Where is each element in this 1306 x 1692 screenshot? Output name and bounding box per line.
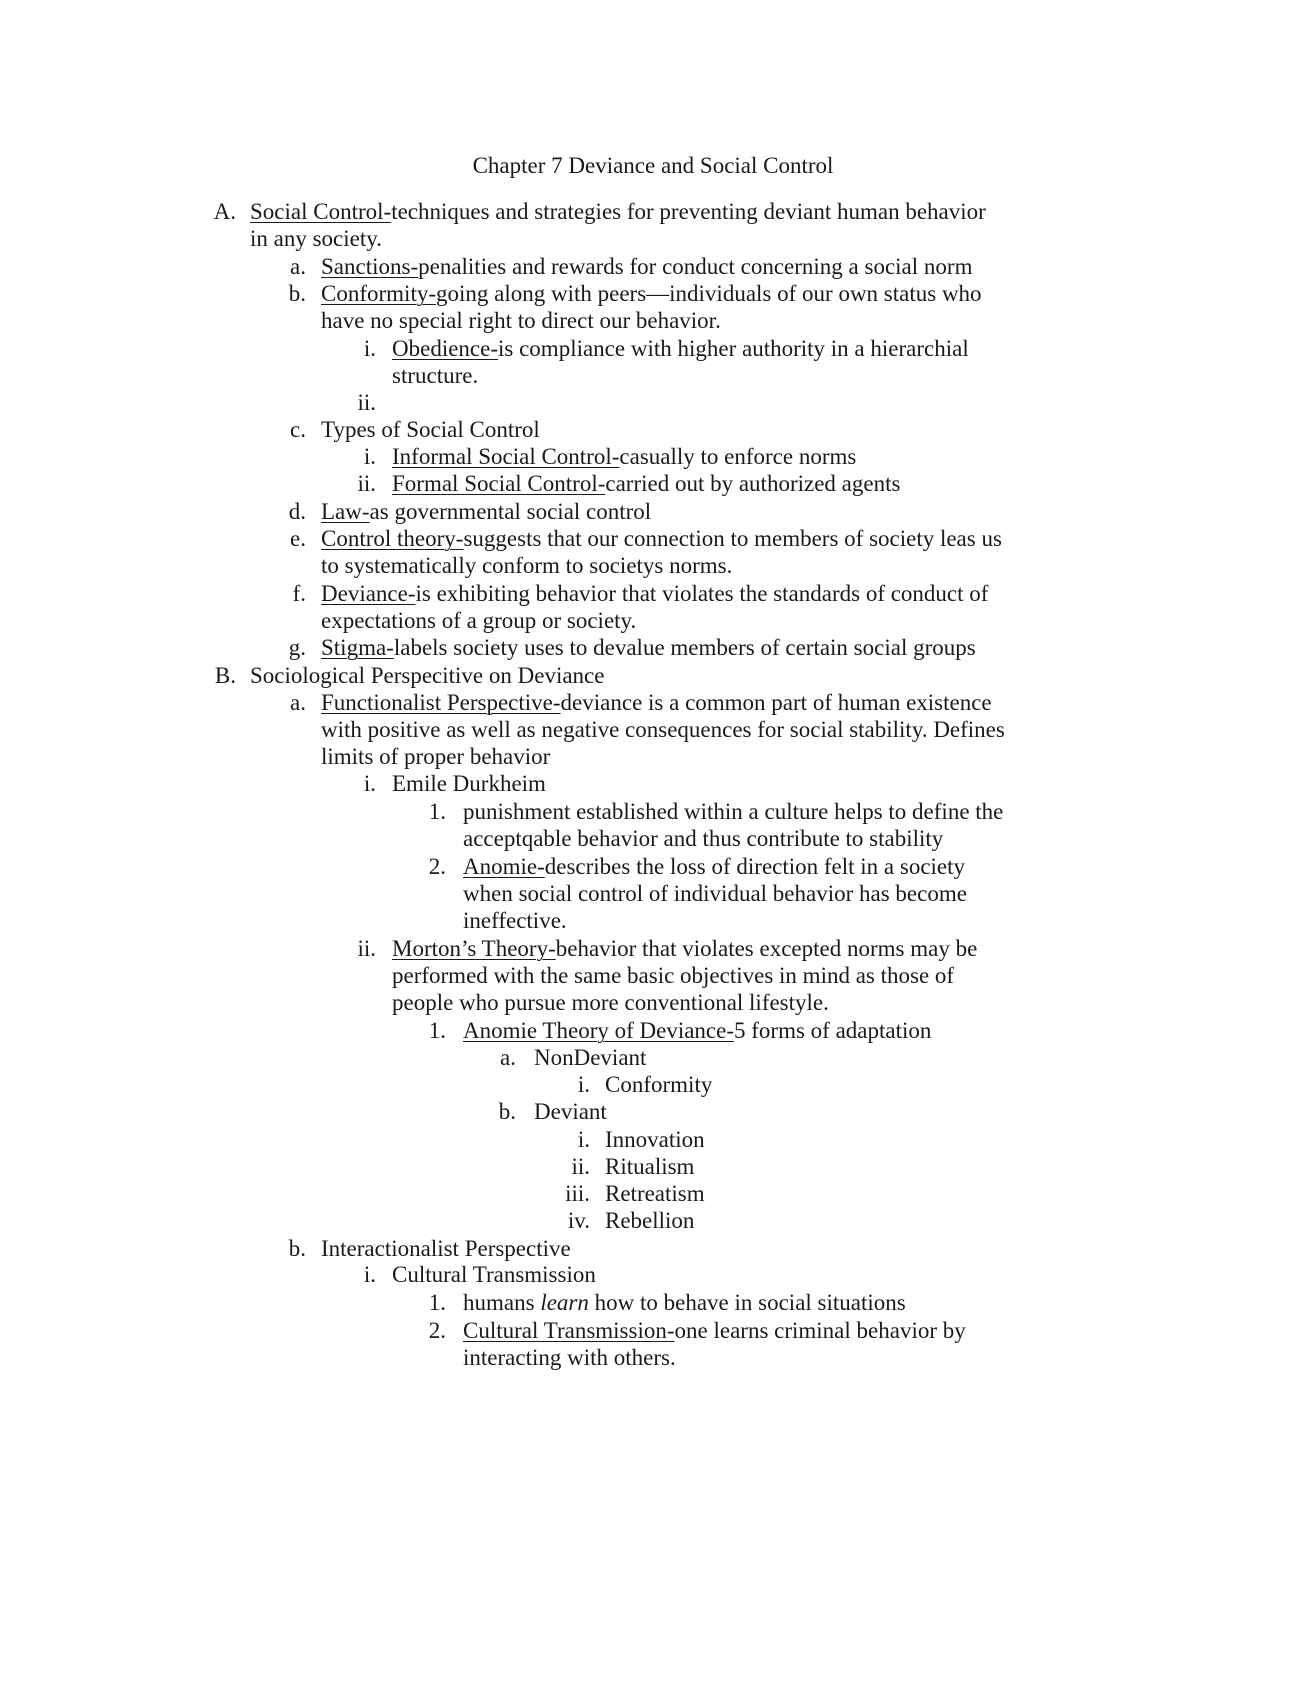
outline-continuation: performed with the same basic objectives in mind as those of bbox=[392, 963, 955, 988]
term: Control theory- bbox=[321, 526, 464, 551]
term: Functionalist Perspective- bbox=[321, 690, 561, 715]
outline-continuation: acceptqable behavior and thus contribute to stability bbox=[463, 826, 944, 851]
definition: is exhibiting behavior that violates the standards of conduct of bbox=[415, 581, 989, 606]
outline-item: Conformity bbox=[605, 1072, 713, 1097]
outline-marker: i. bbox=[363, 771, 376, 796]
outline-marker: iii. bbox=[565, 1181, 590, 1206]
outline-continuation: people who pursue more conventional lifestyle. bbox=[392, 990, 829, 1015]
outline-marker: B. bbox=[214, 663, 236, 688]
term: Anomie Theory of Deviance- bbox=[463, 1018, 735, 1043]
outline-item bbox=[392, 335, 969, 363]
outline-item: punishment established within a culture helps to define the bbox=[463, 799, 1004, 824]
definition: penalities and rewards for conduct concerning a social norm bbox=[418, 254, 973, 279]
outline-marker: f. bbox=[292, 581, 306, 606]
outline-marker: i. bbox=[363, 444, 376, 469]
definition: is compliance with higher authority in a hierarchial bbox=[498, 336, 969, 361]
outline-item: Cultural Transmission bbox=[392, 1262, 596, 1287]
outline-marker: i. bbox=[363, 1262, 376, 1287]
outline-marker: a. bbox=[290, 690, 306, 715]
list-item: Retreatism bbox=[605, 1181, 705, 1206]
outline-continuation: in any society. bbox=[250, 226, 383, 251]
outline-marker: a. bbox=[290, 254, 306, 279]
definition: one learns criminal behavior by bbox=[674, 1318, 966, 1343]
definition: going along with peers—individuals of our own status who bbox=[436, 281, 982, 306]
outline-marker: 2. bbox=[428, 854, 446, 879]
outline-item bbox=[463, 1017, 931, 1045]
outline-item bbox=[321, 689, 992, 717]
definition: deviance is a common part of human existence bbox=[560, 690, 992, 715]
definition: techniques and strategies for preventing deviant human behavior bbox=[391, 199, 986, 224]
outline-marker: i. bbox=[577, 1127, 590, 1152]
outline-marker: i. bbox=[363, 336, 376, 361]
outline-marker: 1. bbox=[428, 1290, 446, 1315]
outline-item bbox=[463, 1317, 966, 1345]
outline-item bbox=[392, 935, 977, 963]
outline-item bbox=[392, 470, 900, 498]
term: Social Control- bbox=[250, 199, 392, 224]
outline-continuation: when social control of individual behavior has become bbox=[463, 881, 967, 906]
outline-continuation: expectations of a group or society. bbox=[321, 608, 637, 633]
outline-item bbox=[250, 198, 986, 226]
outline-marker: ii. bbox=[571, 1154, 590, 1179]
outline-item: Interactionalist Perspective bbox=[321, 1236, 571, 1261]
outline-marker: iv. bbox=[567, 1208, 590, 1233]
outline-item bbox=[321, 280, 982, 308]
definition: casually to enforce norms bbox=[619, 444, 857, 469]
term: Conformity- bbox=[321, 281, 436, 306]
emphasis: learn bbox=[540, 1290, 589, 1315]
outline-item: Types of Social Control bbox=[321, 417, 540, 442]
outline-item: Emile Durkheim bbox=[392, 771, 546, 796]
list-item: Rebellion bbox=[605, 1208, 695, 1233]
outline-marker: g. bbox=[288, 635, 306, 660]
definition: carried out by authorized agents bbox=[605, 471, 901, 496]
outline-marker: e. bbox=[290, 526, 306, 551]
outline-marker: ii. bbox=[357, 471, 376, 496]
term: Cultural Transmission- bbox=[463, 1318, 675, 1343]
term: Anomie- bbox=[463, 854, 545, 879]
term: Sanctions- bbox=[321, 254, 419, 279]
term: Morton’s Theory- bbox=[392, 936, 556, 961]
outline-continuation: have no special right to direct our behavior. bbox=[321, 308, 721, 333]
outline-marker: a. bbox=[500, 1045, 516, 1070]
outline-marker: b. bbox=[288, 281, 306, 306]
outline-item bbox=[321, 525, 1002, 553]
outline-item bbox=[392, 443, 856, 471]
outline-item bbox=[321, 253, 972, 281]
outline-item bbox=[321, 498, 651, 526]
outline-continuation: structure. bbox=[392, 363, 479, 388]
outline-item bbox=[321, 580, 988, 608]
outline-item bbox=[463, 1289, 906, 1317]
definition: 5 forms of adaptation bbox=[734, 1018, 932, 1043]
definition: as governmental social control bbox=[369, 499, 652, 524]
outline-marker: b. bbox=[288, 1236, 306, 1261]
outline-marker: 2. bbox=[428, 1318, 446, 1343]
term: Informal Social Control- bbox=[392, 444, 620, 469]
list-item: Ritualism bbox=[605, 1154, 695, 1179]
definition: suggests that our connection to members of society leas us bbox=[463, 526, 1002, 551]
outline-marker: b. bbox=[498, 1099, 516, 1124]
outline-marker: 1. bbox=[428, 1018, 446, 1043]
outline-item: Sociological Perspecitive on Deviance bbox=[250, 663, 605, 688]
term: Deviance- bbox=[321, 581, 416, 606]
term: Formal Social Control- bbox=[392, 471, 606, 496]
outline-marker: c. bbox=[290, 417, 306, 442]
term: Obedience- bbox=[392, 336, 498, 361]
outline-marker: ii. bbox=[357, 390, 376, 415]
outline-continuation: limits of proper behavior bbox=[321, 744, 551, 769]
outline-continuation: with positive as well as negative consequences for social stability. Defines bbox=[321, 717, 1005, 742]
definition: describes the loss of direction felt in a society bbox=[544, 854, 966, 879]
definition: behavior that violates excepted norms may be bbox=[555, 936, 978, 961]
outline-item bbox=[463, 853, 965, 881]
definition: labels society uses to devalue members of certain social groups bbox=[393, 635, 976, 660]
outline-marker: A. bbox=[213, 199, 236, 224]
term: Law- bbox=[321, 499, 370, 524]
outline-item: NonDeviant bbox=[534, 1045, 647, 1070]
outline-marker: d. bbox=[288, 499, 306, 524]
text-run: how to behave in social situations bbox=[588, 1290, 906, 1315]
outline-marker: i. bbox=[577, 1072, 590, 1097]
outline-item: Deviant bbox=[534, 1099, 607, 1124]
outline-continuation: to systematically conform to societys norms. bbox=[321, 553, 733, 578]
outline-marker: ii. bbox=[357, 936, 376, 961]
outline-item bbox=[321, 634, 976, 662]
outline-continuation: interacting with others. bbox=[463, 1345, 676, 1370]
term: Stigma- bbox=[321, 635, 394, 660]
list-item: Innovation bbox=[605, 1127, 705, 1152]
text-run: humans bbox=[463, 1290, 541, 1315]
outline-continuation: ineffective. bbox=[463, 908, 567, 933]
outline-marker: 1. bbox=[428, 799, 446, 824]
page-title: Chapter 7 Deviance and Social Control bbox=[472, 153, 834, 178]
